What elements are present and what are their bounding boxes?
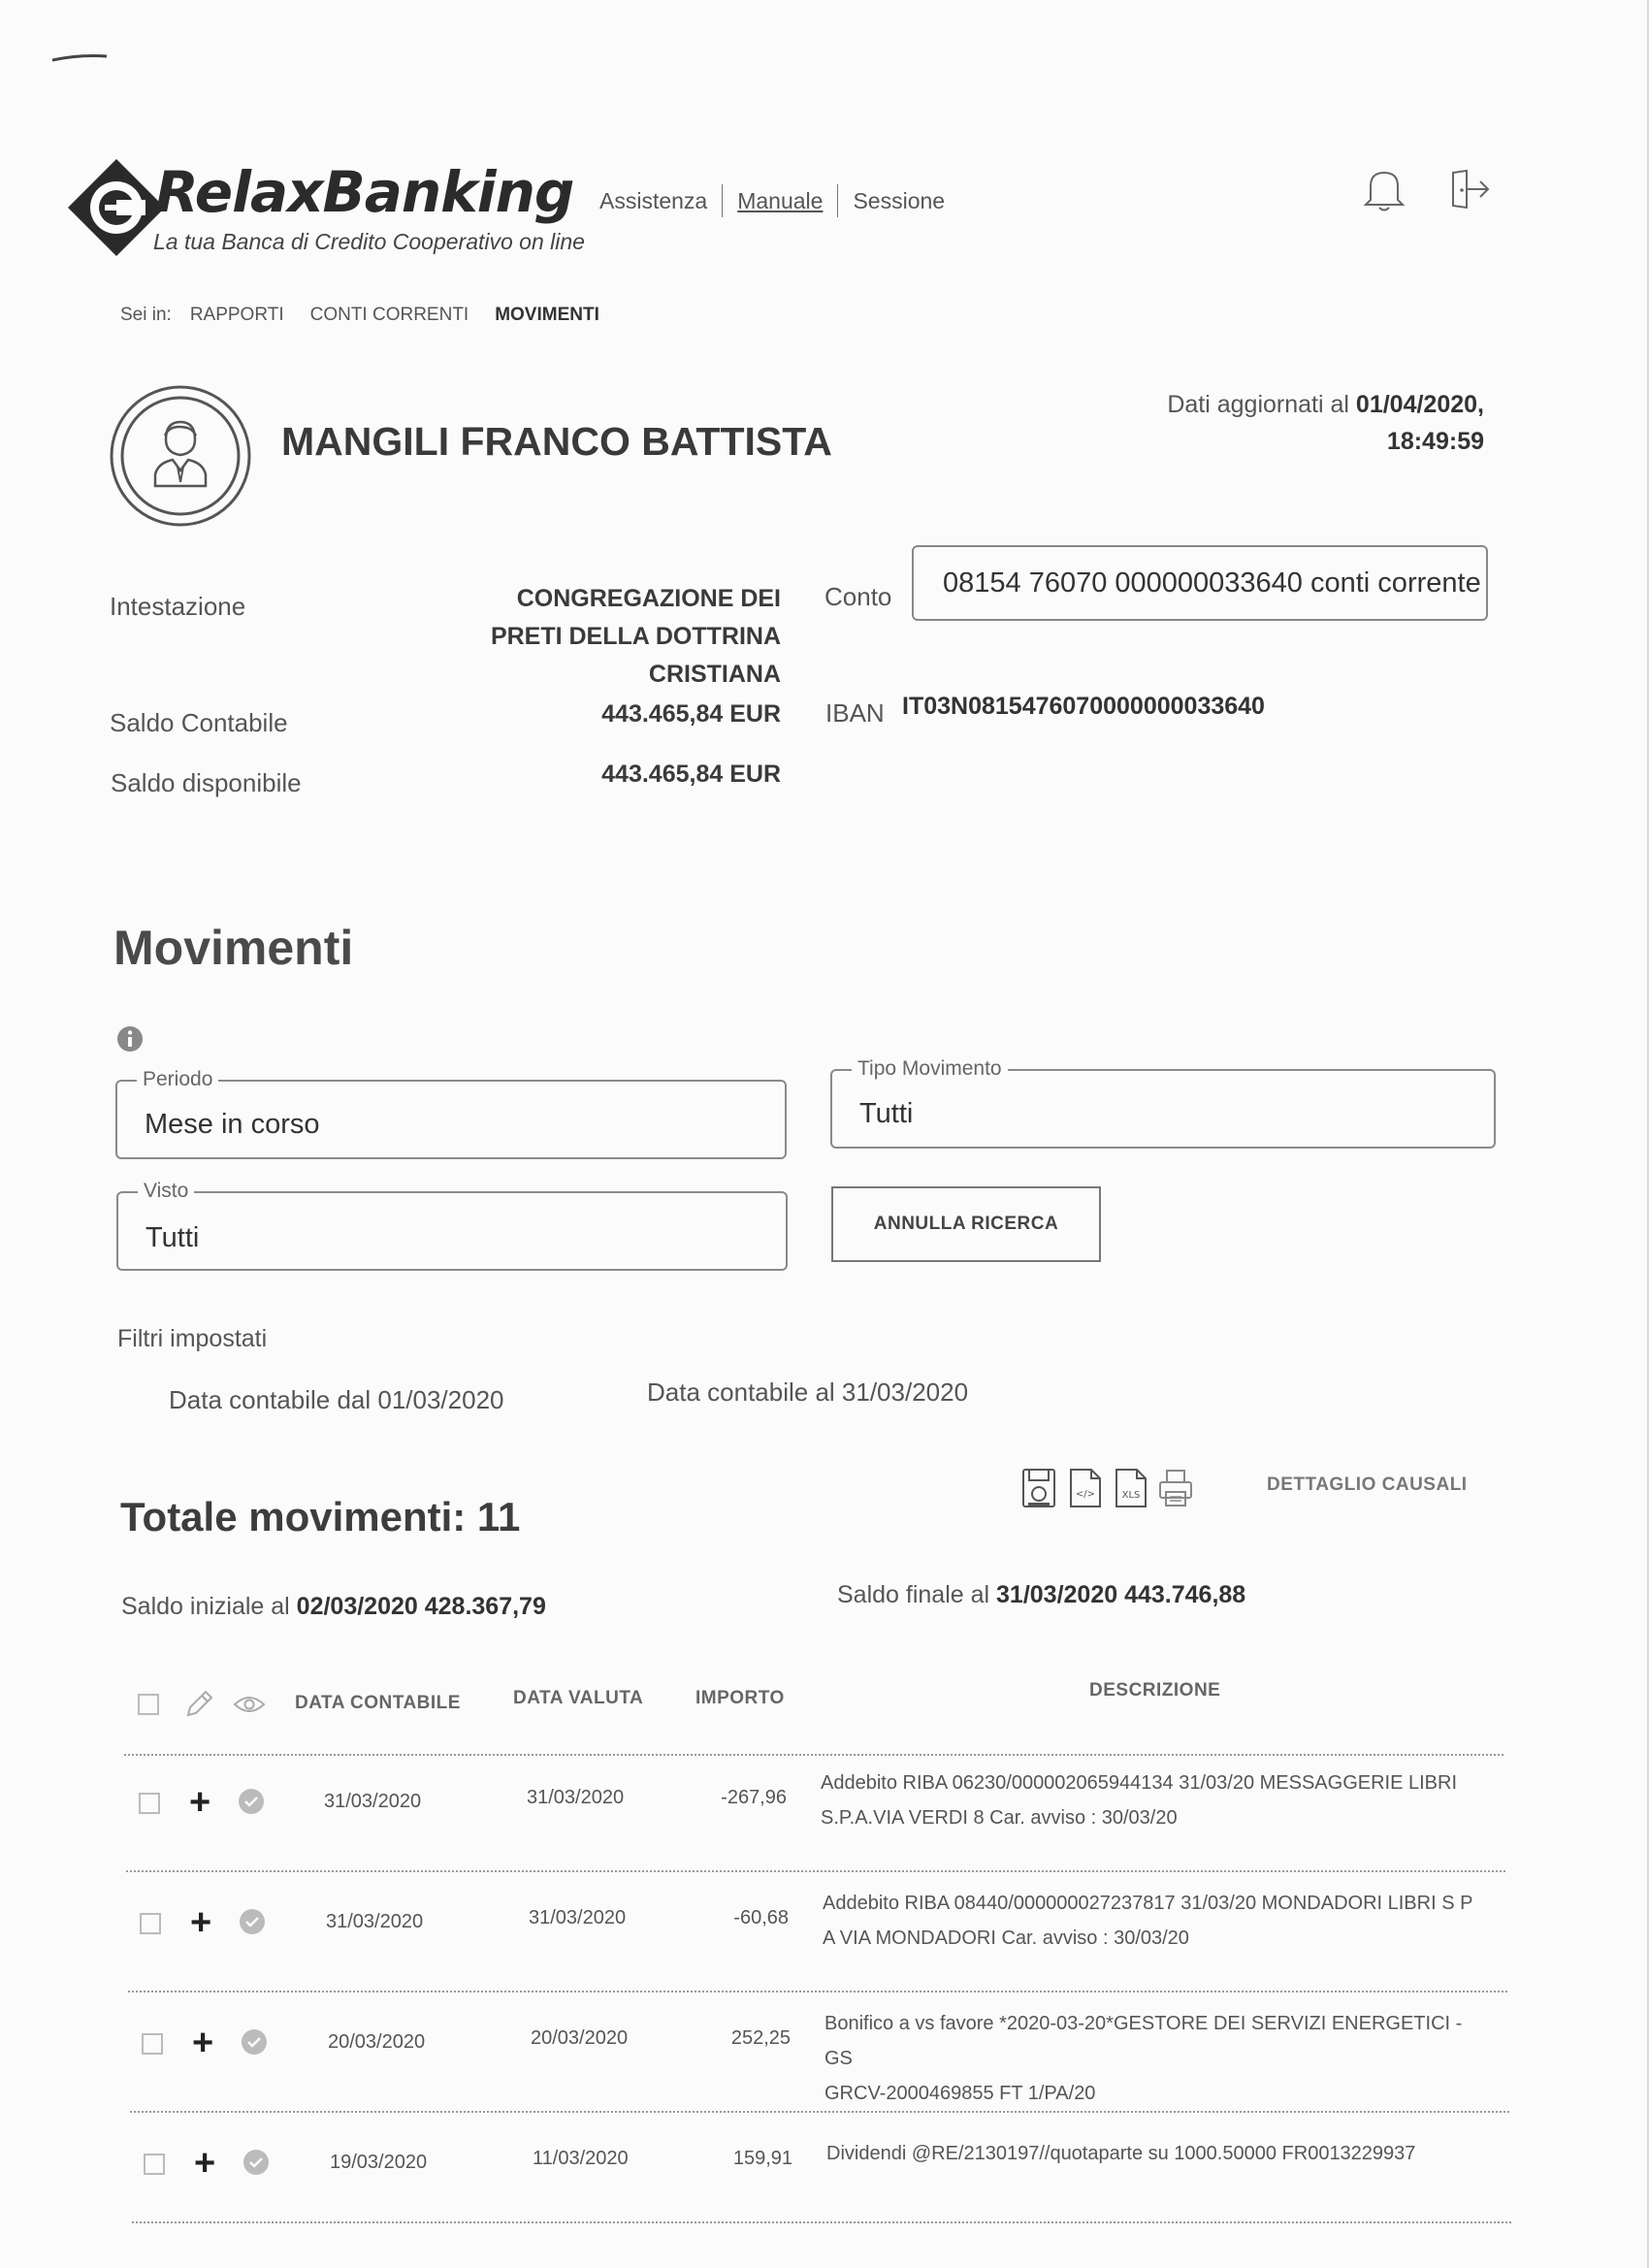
eye-icon[interactable] xyxy=(233,1693,266,1716)
row-checkbox[interactable] xyxy=(144,2154,165,2175)
col-header-data-valuta[interactable]: DATA VALUTA xyxy=(513,1688,644,1708)
brand-tagline: La tua Banca di Credito Cooperativo on line xyxy=(153,229,585,254)
breadcrumb-rapporti[interactable]: RAPPORTI xyxy=(189,305,284,325)
row-descrizione xyxy=(824,2006,1484,2111)
expand-row-button[interactable]: + xyxy=(189,1782,211,1823)
periodo-value: Mese in corso xyxy=(145,1109,320,1140)
table-divider xyxy=(128,1991,1507,1993)
filtro-data-dal: Data contabile dal 01/03/2020 xyxy=(169,1385,504,1414)
col-header-data-contabile[interactable]: DATA CONTABILE xyxy=(295,1693,461,1713)
saldo-contabile-label: Saldo Contabile xyxy=(110,708,288,737)
dettaglio-causali-link[interactable]: DETTAGLIO CAUSALI xyxy=(1267,1474,1468,1495)
col-header-descrizione[interactable]: DESCRIZIONE xyxy=(1089,1680,1221,1701)
row-descrizione-line: Addebito RIBA 06230/000002065944134 31/03/20 MESSAGGERIE LIBRI xyxy=(821,1772,1458,1794)
account-holder-name: MANGILI FRANCO BATTISTA xyxy=(281,419,832,464)
save-icon[interactable] xyxy=(1020,1467,1057,1509)
row-descrizione-line: Bonifico a vs favore *2020-03-20*GESTORE DEI SERVIZI ENERGETICI - GS xyxy=(824,2013,1463,2069)
totale-movimenti: Totale movimenti: 11 xyxy=(120,1494,521,1539)
avatar xyxy=(110,385,251,527)
row-descrizione-line: Addebito RIBA 08440/000000027237817 31/03/20 MONDADORI LIBRI S P xyxy=(823,1893,1473,1914)
breadcrumb-label: Sei in: xyxy=(120,305,172,325)
check-circle-icon xyxy=(239,1908,266,1935)
row-descrizione xyxy=(823,1886,1482,1956)
xls-icon[interactable] xyxy=(1113,1467,1149,1509)
table-divider xyxy=(130,2111,1509,2113)
row-data-contabile: 31/03/2020 xyxy=(326,1911,424,1932)
tipo-movimento-select[interactable] xyxy=(830,1057,1496,1149)
info-icon[interactable] xyxy=(116,1025,144,1053)
visto-select[interactable] xyxy=(116,1180,788,1271)
row-descrizione-line: GRCV-2000469855 FT 1/PA/20 xyxy=(824,2083,1096,2104)
saldo-finale-prefix: Saldo finale al xyxy=(837,1581,990,1608)
section-title-movimenti: Movimenti xyxy=(113,921,354,975)
saldo-disponibile-value: 443.465,84 EUR xyxy=(601,761,781,788)
check-circle-icon xyxy=(241,2028,268,2056)
row-descrizione xyxy=(826,2136,1486,2171)
nav-assistenza[interactable]: Assistenza xyxy=(599,187,708,213)
xml-icon-label: </> xyxy=(1075,1489,1096,1500)
table-divider xyxy=(126,1870,1505,1872)
saldo-contabile-value: 443.465,84 EUR xyxy=(601,700,781,728)
breadcrumb-movimenti: MOVIMENTI xyxy=(495,305,599,325)
bell-icon[interactable] xyxy=(1361,165,1407,213)
saldo-iniziale xyxy=(121,1593,546,1621)
expand-row-button[interactable]: + xyxy=(190,1902,212,1943)
intestazione-value xyxy=(432,580,781,694)
row-importo: -60,68 xyxy=(733,1907,789,1928)
filtri-impostati-label: Filtri impostati xyxy=(117,1325,268,1352)
scan-mark xyxy=(50,54,109,62)
row-data-valuta: 31/03/2020 xyxy=(527,1787,625,1808)
table-divider xyxy=(124,1754,1504,1756)
updated-time: 18:49:59 xyxy=(1386,428,1484,455)
xml-icon[interactable] xyxy=(1067,1467,1104,1509)
nav-sessione[interactable]: Sessione xyxy=(853,187,946,213)
saldo-finale-value: 31/03/2020 443.746,88 xyxy=(996,1581,1246,1608)
periodo-label: Periodo xyxy=(137,1068,218,1091)
visto-label: Visto xyxy=(138,1180,194,1203)
tipo-movimento-value: Tutti xyxy=(859,1098,914,1129)
saldo-iniziale-prefix: Saldo iniziale al xyxy=(121,1593,290,1620)
check-circle-icon xyxy=(238,1788,265,1815)
filtro-data-al: Data contabile al 31/03/2020 xyxy=(647,1377,969,1407)
saldo-finale xyxy=(837,1581,1245,1609)
logout-icon[interactable] xyxy=(1447,165,1494,213)
breadcrumb-conti-correnti[interactable]: CONTI CORRENTI xyxy=(309,305,469,325)
row-data-valuta: 11/03/2020 xyxy=(533,2148,629,2169)
intestazione-line: CRISTIANA xyxy=(648,661,781,688)
check-circle-icon xyxy=(242,2149,270,2176)
updated-prefix: Dati aggiornati al xyxy=(1167,391,1349,418)
expand-row-button[interactable]: + xyxy=(192,2023,214,2063)
row-descrizione xyxy=(821,1766,1480,1835)
table-divider xyxy=(132,2221,1511,2223)
row-data-valuta: 20/03/2020 xyxy=(531,2027,629,2049)
periodo-select[interactable] xyxy=(115,1068,787,1159)
col-header-importo[interactable]: IMPORTO xyxy=(695,1688,785,1708)
annulla-ricerca-button[interactable]: ANNULLA RICERCA xyxy=(831,1186,1101,1262)
iban-label: IBAN xyxy=(825,698,885,728)
top-nav xyxy=(599,184,945,217)
row-descrizione-line: Dividendi @RE/2130197//quotaparte su 1000.50000 FR0013229937 xyxy=(826,2143,1416,2164)
iban-value: IT03N0815476070000000033640 xyxy=(902,693,1265,720)
visto-value: Tutti xyxy=(146,1222,200,1253)
intestazione-line: CONGREGAZIONE DEI xyxy=(516,585,781,612)
nav-separator xyxy=(722,184,723,217)
select-all-checkbox[interactable] xyxy=(138,1694,159,1715)
brand-name: RelaxBanking xyxy=(155,159,574,225)
row-descrizione-line: A VIA MONDADORI Car. avviso : 30/03/20 xyxy=(823,1928,1189,1949)
row-importo: -267,96 xyxy=(721,1787,787,1808)
conto-select[interactable]: 08154 76070 000000033640 conti corrente xyxy=(912,545,1488,621)
row-importo: 252,25 xyxy=(730,2027,791,2049)
xls-icon-label: XLS xyxy=(1121,1490,1141,1501)
expand-row-button[interactable]: + xyxy=(194,2143,216,2184)
print-icon[interactable] xyxy=(1157,1467,1194,1509)
row-checkbox[interactable] xyxy=(140,1913,161,1934)
row-data-contabile: 19/03/2020 xyxy=(330,2152,428,2173)
row-data-valuta: 31/03/2020 xyxy=(529,1907,627,1928)
intestazione-line: PRETI DELLA DOTTRINA xyxy=(490,623,781,650)
tipo-movimento-label: Tipo Movimento xyxy=(852,1057,1008,1081)
data-update-info xyxy=(1167,386,1484,460)
row-checkbox[interactable] xyxy=(142,2033,163,2055)
nav-manuale[interactable]: Manuale xyxy=(737,187,824,213)
relaxbanking-logo-icon[interactable] xyxy=(66,157,167,258)
row-data-contabile: 31/03/2020 xyxy=(324,1791,422,1812)
row-checkbox[interactable] xyxy=(139,1793,160,1814)
row-importo: 159,91 xyxy=(732,2148,792,2169)
breadcrumb xyxy=(120,305,599,326)
saldo-disponibile-label: Saldo disponibile xyxy=(111,768,302,797)
updated-date: 01/04/2020, xyxy=(1355,391,1484,418)
intestazione-label: Intestazione xyxy=(110,592,246,621)
pencil-icon[interactable] xyxy=(182,1688,215,1721)
conto-label: Conto xyxy=(824,582,892,611)
saldo-iniziale-value: 02/03/2020 428.367,79 xyxy=(296,1593,546,1620)
nav-separator xyxy=(837,184,838,217)
row-data-contabile: 20/03/2020 xyxy=(328,2031,426,2053)
row-descrizione-line: S.P.A.VIA VERDI 8 Car. avviso : 30/03/20 xyxy=(821,1807,1178,1829)
